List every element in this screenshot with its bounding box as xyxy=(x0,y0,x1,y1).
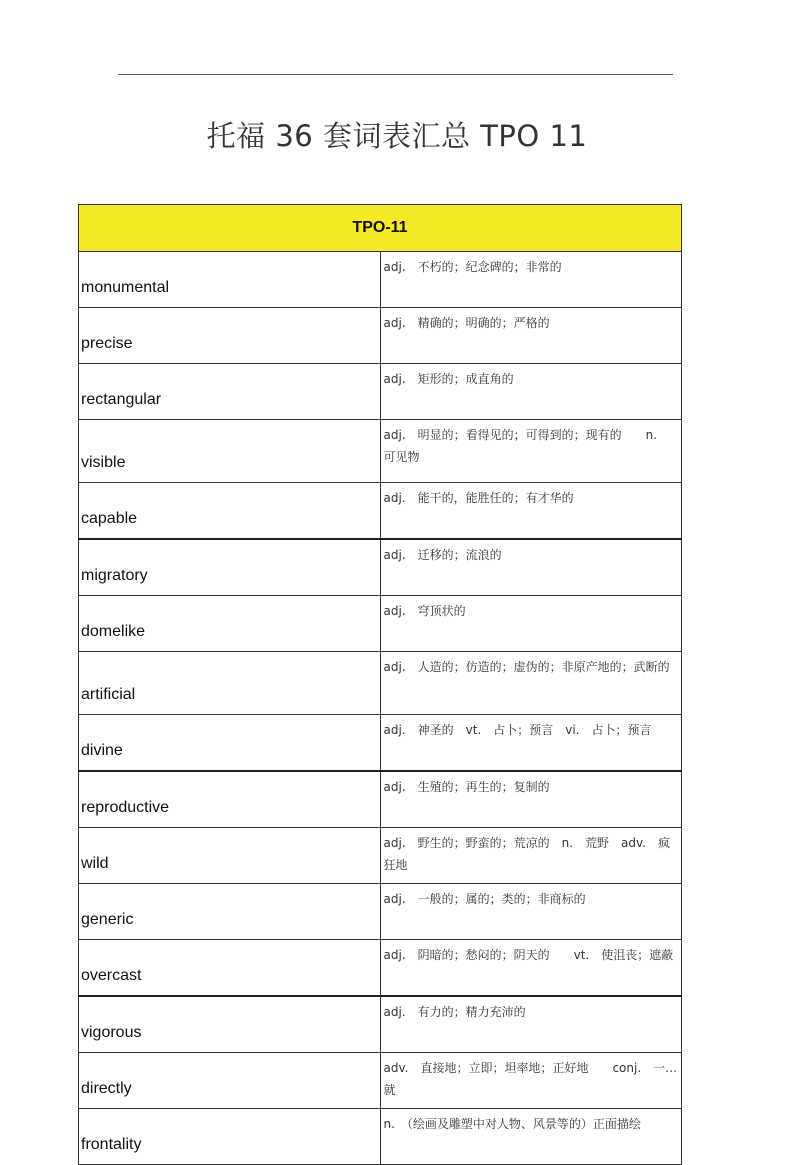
table-row xyxy=(79,652,682,715)
vocab-word: wild xyxy=(79,828,381,884)
table-row xyxy=(79,596,682,652)
vocab-definition: adj. 有力的；精力充沛的 xyxy=(380,996,682,1053)
vocab-word: divine xyxy=(79,715,381,772)
page-title: 托福 36 套词表汇总 TPO 11 xyxy=(206,119,588,153)
table-row xyxy=(79,420,682,483)
table-header-row xyxy=(79,205,682,252)
table-row xyxy=(79,308,682,364)
vocab-word: reproductive xyxy=(79,771,381,828)
vocab-definition: adj. 明显的；看得见的；可得到的；现有的 n. 可见物 xyxy=(380,420,682,483)
vocab-word: vigorous xyxy=(79,996,381,1053)
vocab-word: directly xyxy=(79,1053,381,1109)
table-row xyxy=(79,1053,682,1109)
vocab-word: capable xyxy=(79,483,381,540)
vocab-definition: adj. 野生的；野蛮的；荒凉的 n. 荒野 adv. 疯狂地 xyxy=(380,828,682,884)
table-row xyxy=(79,364,682,420)
table-row xyxy=(79,483,682,540)
vocab-definition: adj. 不朽的；纪念碑的；非常的 xyxy=(380,252,682,308)
vocab-word: migratory xyxy=(79,539,381,596)
table-row xyxy=(79,884,682,940)
vocab-word: frontality xyxy=(79,1109,381,1165)
vocab-definition: adj. 阴暗的；愁闷的；阴天的 vt. 使沮丧；遮蔽 xyxy=(380,940,682,997)
vocab-word: precise xyxy=(79,308,381,364)
vocab-definition: adj. 神圣的 vt. 占卜；预言 vi. 占卜；预言 xyxy=(380,715,682,772)
table-row xyxy=(79,996,682,1053)
vocab-word: visible xyxy=(79,420,381,483)
table-row xyxy=(79,715,682,772)
table-row xyxy=(79,828,682,884)
vocab-word: monumental xyxy=(79,252,381,308)
vocab-definition: adj. 精确的；明确的；严格的 xyxy=(380,308,682,364)
vocab-definition: adj. 穹顶状的 xyxy=(380,596,682,652)
vocab-definition: adj. 人造的；仿造的；虚伪的；非原产地的；武断的 xyxy=(380,652,682,715)
vocab-definition: adj. 迁移的；流浪的 xyxy=(380,539,682,596)
vocab-definition: adv. 直接地；立即；坦率地；正好地 conj. 一…就 xyxy=(380,1053,682,1109)
vocab-definition: adj. 一般的；属的；类的；非商标的 xyxy=(380,884,682,940)
vocab-definition: n. （绘画及雕塑中对人物、风景等的）正面描绘 xyxy=(380,1109,682,1165)
table-header: TPO-11 xyxy=(79,205,682,252)
vocab-definition: adj. 矩形的；成直角的 xyxy=(380,364,682,420)
vocab-definition: adj. 能干的，能胜任的；有才华的 xyxy=(380,483,682,540)
table-row xyxy=(79,252,682,308)
vocab-word: domelike xyxy=(79,596,381,652)
table-row xyxy=(79,1109,682,1165)
vocab-word: artificial xyxy=(79,652,381,715)
header-rule xyxy=(118,74,673,75)
vocab-word: overcast xyxy=(79,940,381,997)
table-row xyxy=(79,771,682,828)
vocab-definition: adj. 生殖的；再生的；复制的 xyxy=(380,771,682,828)
vocab-word: generic xyxy=(79,884,381,940)
vocabulary-table xyxy=(78,204,682,1165)
vocab-word: rectangular xyxy=(79,364,381,420)
table-row xyxy=(79,539,682,596)
table-row xyxy=(79,940,682,997)
